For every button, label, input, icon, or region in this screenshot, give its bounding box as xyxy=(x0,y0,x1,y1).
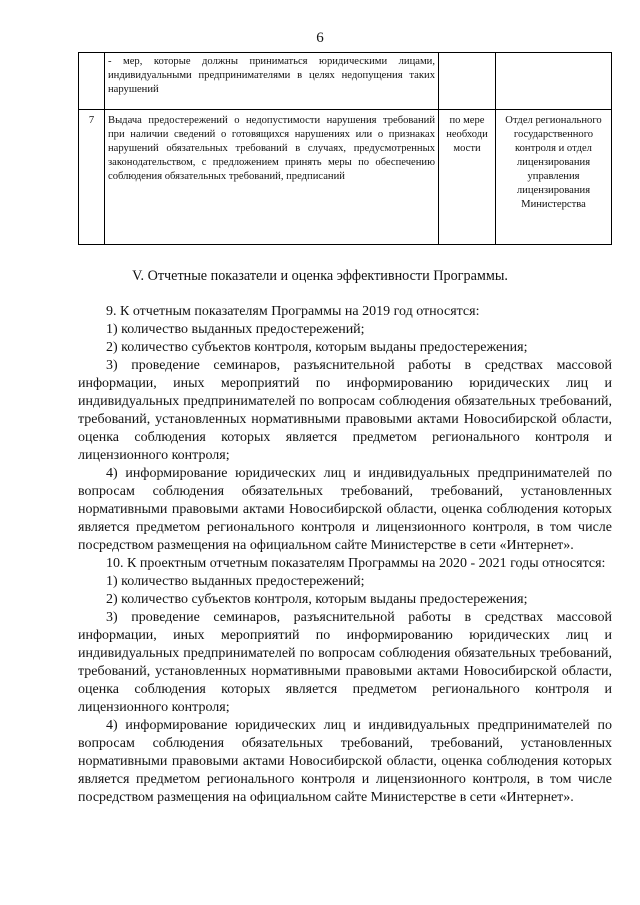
table-row xyxy=(79,110,612,245)
paragraph: 9. К отчетным показателям Программы на 2019 год относятся: xyxy=(106,304,480,319)
list-item: 2) количество субъектов контроля, которым выданы предостережения; xyxy=(106,340,528,355)
measure-description-cell: - мер, которые должны приниматься юридическими лицами, индивидуальными предпринимателями в целях недопущения таких нарушений xyxy=(105,53,439,110)
list-item: 4) информирование юридических лиц и индивидуальных предпринимателей по вопросам соблюдения обязательных требований, требований, установленных нормативными правовыми актами Новосибирской области, оценка соблюдения которых является предметом регионального контроля и лицензионного контроля, в том числе посредством размещения на официальном сайте Министерстве в сети «Интернет». xyxy=(78,718,612,805)
list-item: 3) проведение семинаров, разъяснительной работы в средствах массовой информации, иных мероприятий по информированию юридических лиц и индивидуальных предпринимателей по вопросам соблюдения обязательных требований, требований, установленных нормативными правовыми актами Новосибирской области, оценка соблюдения которых является предметом регионального контроля и лицензионного контроля; xyxy=(78,610,612,715)
list-item: 1) количество выданных предостережений; xyxy=(106,322,365,337)
list-item: 2) количество субъектов контроля, которым выданы предостережения; xyxy=(106,592,528,607)
page-number: 6 xyxy=(316,30,324,46)
measure-description-cell: Выдача предостережений о недопустимости нарушения требований при наличии сведений о готовящихся нарушениях или о признаках нарушений обязательных требований в случаях, предусмотренных законодательством, с предложением принять меры по обеспечению соблюдения обязательных требований, предписаний xyxy=(105,110,439,245)
list-item: 1) количество выданных предостережений; xyxy=(106,574,365,589)
table-row xyxy=(79,53,612,110)
term-cell xyxy=(439,53,496,110)
measures-table xyxy=(78,52,612,245)
term-cell: по мере необходи мости xyxy=(439,110,496,245)
row-number-cell: 7 xyxy=(79,110,105,245)
list-item: 3) проведение семинаров, разъяснительной работы в средствах массовой информации, иных мероприятий по информированию юридических лиц и индивидуальных предпринимателей по вопросам соблюдения обязательных требований, требований, установленных нормативными правовыми актами Новосибирской области, оценка соблюдения которых является предметом регионального контроля и лицензионного контроля; xyxy=(78,358,612,463)
responsible-cell: Отдел регионального государственного контроля и отдел лицензирования управления лицензирования Министерства xyxy=(496,110,612,245)
paragraph: 10. К проектным отчетным показателям Программы на 2020 - 2021 годы относятся: xyxy=(106,556,606,571)
section-heading: V. Отчетные показатели и оценка эффективности Программы. xyxy=(132,268,508,284)
list-item: 4) информирование юридических лиц и индивидуальных предпринимателей по вопросам соблюдения обязательных требований, требований, установленных нормативными правовыми актами Новосибирской области, оценка соблюдения которых является предметом регионального контроля и лицензионного контроля, в том числе посредством размещения на официальном сайте Министерстве в сети «Интернет». xyxy=(78,466,612,553)
responsible-cell xyxy=(496,53,612,110)
row-number-cell xyxy=(79,53,105,110)
body-text xyxy=(78,303,612,807)
